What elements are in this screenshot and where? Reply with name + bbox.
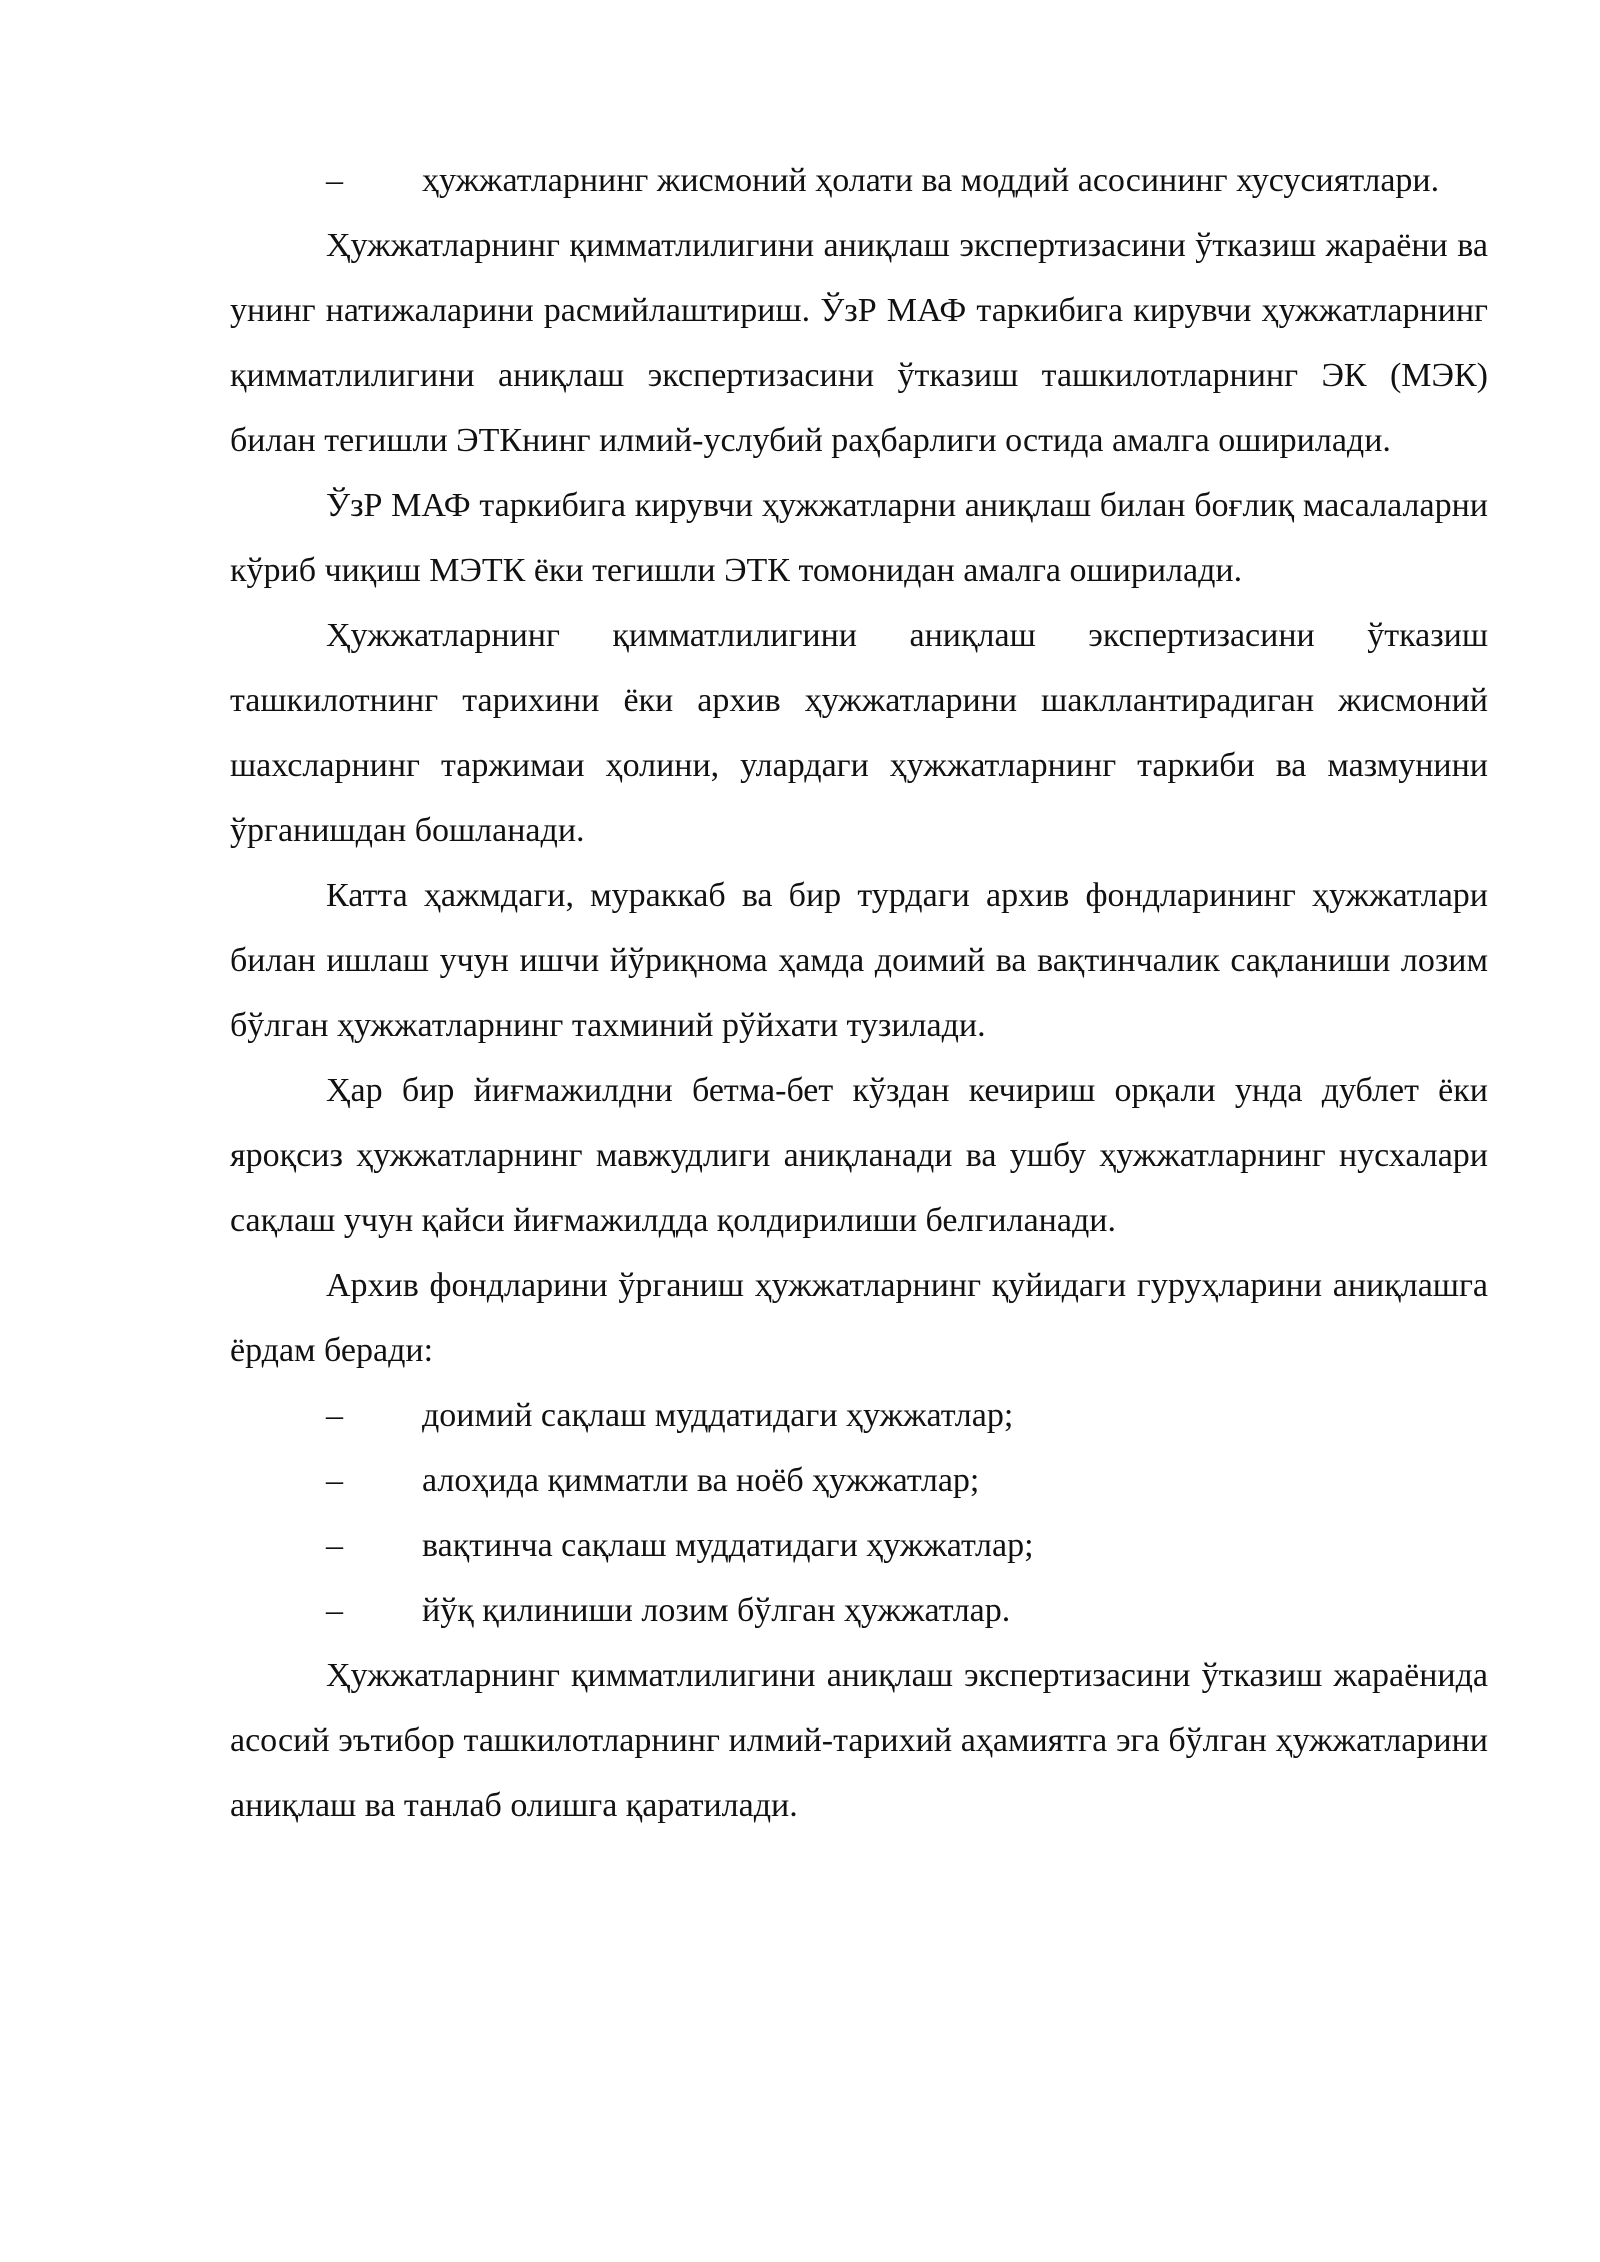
dash-marker: – [326, 1527, 343, 1564]
paragraph-large-funds: Катта ҳажмдаги, мураккаб ва бир турдаги архив фондларининг ҳужжатлари билан ишлаш учун ишчи йўриқнома ҳамда доимий ва вақтинчалик сақланиши лозим бўлган ҳужжатларнинг тахминий рўйхати тузилади. [230, 877, 1488, 1044]
list-item-text: вақтинча сақлаш муддатидаги ҳужжатлар; [422, 1527, 1034, 1564]
list-item [230, 1383, 1488, 1448]
dash-paragraph-physical-state [230, 148, 1488, 213]
list-item [230, 1513, 1488, 1578]
paragraph-fund-study: Архив фондларини ўрганиш ҳужжатларнинг қуйидаги гуруҳларини аниқлашга ёрдам беради: [230, 1267, 1488, 1369]
dash-paragraph-text: ҳужжатларнинг жисмоний ҳолати ва моддий асосининг хусусиятлари. [422, 162, 1440, 199]
dash-marker: – [326, 1462, 343, 1499]
paragraph-organization-history: Ҳужжатларнинг қимматлилигини аниқлаш экспертизасини ўтказиш ташкилотнинг тарихини ёки архив ҳужжатларини шакллантирадиган жисмоний шахсларнинг таржимаи ҳолини, улардаги ҳужжатларнинг таркиби ва мазмунини ўрганишдан бошланади. [230, 617, 1488, 849]
list-item-text: доимий сақлаш муддатидаги ҳужжатлар; [422, 1397, 1014, 1434]
list-item-text: йўқ қилиниши лозим бўлган ҳужжатлар. [422, 1592, 1011, 1629]
list-item [230, 1578, 1488, 1643]
document-page [230, 148, 1488, 1838]
dash-marker: – [326, 1397, 343, 1434]
paragraph-main-focus: Ҳужжатларнинг қимматлилигини аниқлаш экспертизасини ўтказиш жараёнида асосий эътибор ташкилотларнинг илмий-тарихий аҳамиятга эга бўлган ҳужжатларини аниқлаш ва танлаб олишга қаратилади. [230, 1657, 1488, 1824]
dash-marker: – [326, 162, 343, 199]
paragraph-uzr-maf: ЎзР МАФ таркибига кирувчи ҳужжатларни аниқлаш билан боғлиқ масалаларни кўриб чиқиш МЭТК ёки тегишли ЭТК томонидан амалга оширилади. [230, 487, 1488, 589]
paragraph-expertise-process: Ҳужжатларнинг қимматлилигини аниқлаш экспертизасини ўтказиш жараёни ва унинг натижаларини расмийлаштириш. ЎзР МАФ таркибига кирувчи ҳужжатларнинг қимматлилигини аниқлаш экспертизасини ўтказиш ташкилотларнинг ЭК (МЭК) билан тегишли ЭТКнинг илмий-услубий раҳбарлиги остида амалга оширилади. [230, 227, 1488, 459]
dash-marker: – [326, 1592, 343, 1629]
list-item [230, 1448, 1488, 1513]
paragraph-page-review: Ҳар бир йиғмажилдни бетма-бет кўздан кечириш орқали унда дублет ёки яроқсиз ҳужжатларнинг мавжудлиги аниқланади ва ушбу ҳужжатларнинг нусхалари сақлаш учун қайси йиғмажилдда қолдирилиши белгиланади. [230, 1072, 1488, 1239]
list-item-text: алоҳида қимматли ва ноёб ҳужжатлар; [422, 1462, 980, 1499]
